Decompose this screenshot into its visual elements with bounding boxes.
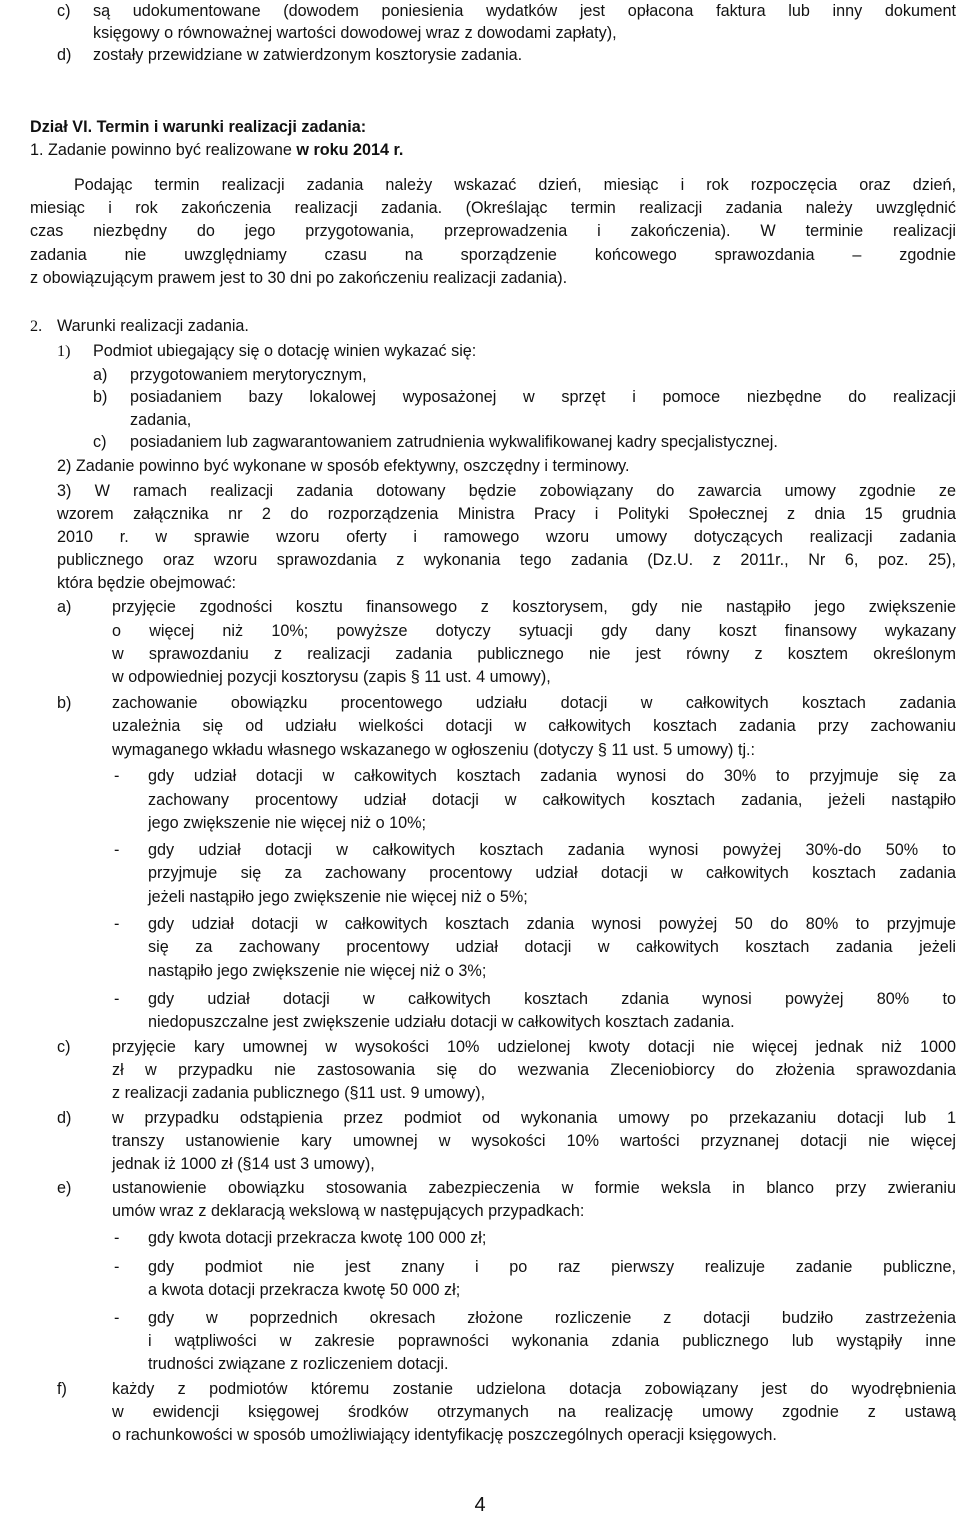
item-3-line: wzorem załącznika nr 2 do rozporządzenia Ministra Pracy i Polityki Społecznej z dnia 15 grudnia (57, 505, 956, 523)
dash-bullet: - (114, 1229, 120, 1247)
item-1b-text: posiadaniem bazy lokalowej wyposażonej w sprzęt i pomoce niezbędne do realizacji (130, 388, 956, 406)
item-e-line: umów wraz z deklaracją wekslową w następujących przypadkach: (112, 1202, 585, 1220)
subitem-e3-line: i wątpliwości w zakresie poprawności wykonania zdania publicznego lub wystąpiły inne (148, 1332, 956, 1350)
item-d2-line: w przypadku odstąpienia przez podmiot od wykonania umowy po przekazaniu dotacji lub 1 (112, 1109, 956, 1127)
section-2-title: Warunki realizacji zadania. (57, 317, 249, 335)
subitem-e3-line: gdy w poprzednich okresach złożone rozliczenie z dotacji budziło zastrzeżenia (148, 1309, 956, 1327)
item-d2-line: transzy ustanowienie kary umownej w wysokości 10% wartości przyznanej dotacji nie więcej (112, 1132, 956, 1150)
point-1 (30, 139, 403, 161)
dash-bullet: - (114, 990, 120, 1008)
item-d2-line: jednak iż 1000 zł (§14 ust 3 umowy), (112, 1155, 375, 1173)
item-d-label: d) (57, 46, 72, 64)
subitem-b4-line: gdy udział dotacji w całkowitych kosztach zdania wynosi powyżej 80% to (148, 990, 956, 1008)
subitem-b3-line: nastąpiło jego zwiększenie nie więcej niż o 3%; (148, 962, 487, 980)
item-e-line: ustanowienie obowiązku stosowania zabezpieczenia w formie weksla in blanco przy zwieraniu (112, 1179, 956, 1197)
item-c-label: c) (57, 2, 71, 20)
item-3-line: która będzie obejmować: (57, 574, 237, 592)
subitem-b1-line: zachowany procentowy udział dotacji w całkowitych kosztach zadania, jeżeli nastąpiło (148, 791, 956, 809)
subitem-b2-line: jeżeli nastąpiło jego zwiększenie nie więcej niż o 5%; (148, 888, 528, 906)
item-b-line: wymaganego wkładu własnego wskazanego w ogłoszeniu (dotyczy § 11 ust. 5 umowy) tj.: (112, 741, 756, 759)
subitem-e2-line: gdy podmiot nie jest znany i po raz pierwszy realizuje zadanie publiczne, (148, 1258, 956, 1276)
point-1-text: 1. Zadanie powinno być realizowane (30, 141, 297, 159)
item-d-text: zostały przewidziane w zatwierdzonym kosztorysie zadania. (93, 46, 523, 64)
item-1c-text: posiadaniem lub zagwarantowaniem zatrudnienia wykwalifikowanej kadry specjalistycznej. (130, 433, 778, 451)
subitem-b2-line: przyjmuje się za zachowany procentowy udział dotacji w całkowitych kosztach zadania (148, 864, 956, 882)
item-c2-line: z realizacji zadania publicznego (§11 ust. 9 umowy), (112, 1084, 486, 1102)
point-1-year: w roku 2014 r. (296, 141, 404, 159)
item-c2-line: zł w przypadku nie zastosowania się do wezwania Zleceniobiorcy do złożenia sprawozdania (112, 1061, 956, 1079)
item-1a-text: przygotowaniem merytorycznym, (130, 366, 367, 384)
item-1-text: Podmiot ubiegający się o dotację winien wykazać się: (93, 342, 477, 360)
item-f-line: w ewidencji księgowej środków otrzymanych na realizację umowy zgodnie z ustawą (112, 1403, 956, 1421)
section-2-number: 2. (30, 317, 43, 335)
item-b-line: uzależnia się od udziału wielkości dotacji w całkowitych kosztach zadania przy zachowaniu (112, 717, 956, 735)
item-a-line: przyjęcie zgodności kosztu finansowego z kosztorysem, gdy nie nastąpiło jego zwiększenie (112, 598, 956, 616)
subitem-b3-line: się za zachowany procentowy udział dotacji w całkowitych kosztach zadania jeżeli (148, 938, 956, 956)
item-3-line: 3) W ramach realizacji zadania dotowany będzie zobowiązany do zawarcia umowy zgodnie ze (57, 482, 956, 500)
item-f-line: o rachunkowości w sposób umożliwiający identyfikację poszczególnych operacji księgowych. (112, 1426, 777, 1444)
paragraph-line: czas niezbędny do jego przygotowania, przeprowadzenia i zakończenia). W terminie realizacji (30, 222, 956, 240)
item-d2-label: d) (57, 1109, 72, 1127)
paragraph-line: Podając termin realizacji zadania należy wskazać dzień, miesiąc i rok rozpoczęcia oraz dzień, (74, 176, 956, 194)
item-3-line: 2010 r. w sprawie wzoru oferty i ramowego wzoru umowy dotyczących realizacji zadania (57, 528, 956, 546)
subitem-b1-line: jego zwiększenie nie więcej niż o 10%; (148, 814, 427, 832)
subitem-b1-line: gdy udział dotacji w całkowitych kosztach zadania wynosi do 30% to przyjmuje się za (148, 767, 956, 785)
section-heading: Dział VI. Termin i warunki realizacji zadania: (30, 118, 367, 136)
dash-bullet: - (114, 915, 120, 933)
dash-bullet: - (114, 1309, 120, 1327)
paragraph-line: miesiąc i rok zakończenia realizacji zadania. (Określając termin realizacji zadania należy uwzględnić (30, 199, 956, 217)
item-a-line: w odpowiedniej pozycji kosztorysu (zapis § 11 ust. 4 umowy), (112, 668, 551, 686)
paragraph-line: zadania nie uwzględniamy czasu na sporządzenie końcowego sprawozdania – zgodnie (30, 246, 956, 264)
subitem-e2-line: a kwota dotacji przekracza kwotę 50 000 zł; (148, 1281, 461, 1299)
dash-bullet: - (114, 767, 120, 785)
item-1b-text: zadania, (130, 411, 192, 429)
item-2: 2) Zadanie powinno być wykonane w sposób efektywny, oszczędny i terminowy. (57, 457, 630, 475)
subitem-b4-line: niedopuszczalne jest zwiększenie udziału dotacji w całkowitych kosztach zadania. (148, 1013, 735, 1031)
item-a-label: a) (57, 598, 72, 616)
subitem-e3-line: trudności związane z rozliczeniem dotacji. (148, 1355, 449, 1373)
item-b-label: b) (57, 694, 72, 712)
item-1a-label: a) (93, 366, 108, 384)
item-e-label: e) (57, 1179, 72, 1197)
item-3-line: publicznego oraz wzoru sprawozdania z wykonania tego zadania (Dz.U. z 2011r., Nr 6, poz. 25), (57, 551, 956, 569)
item-b-line: zachowanie obowiązku procentowego udziału dotacji w całkowitych kosztach zadania (112, 694, 956, 712)
subitem-b3-line: gdy udział dotacji w całkowitych kosztach zdania wynosi powyżej 50 do 80% to przyjmuje (148, 915, 956, 933)
item-c2-label: c) (57, 1038, 71, 1056)
dash-bullet: - (114, 1258, 120, 1276)
item-c2-line: przyjęcie kary umownej w wysokości 10% udzielonej kwoty dotacji nie więcej jednak niż 1000 (112, 1038, 956, 1056)
item-1-number: 1) (57, 342, 71, 360)
paragraph-line: z obowiązującym prawem jest to 30 dni po zakończeniu realizacji zadania). (30, 269, 568, 287)
item-a-line: o więcej niż 10%; powyższe dotyczy sytuacji gdy dany koszt finansowy wykazany (112, 622, 956, 640)
item-1b-label: b) (93, 388, 108, 406)
subitem-b2-line: gdy udział dotacji w całkowitych kosztach zadania wynosi powyżej 30%-do 50% to (148, 841, 956, 859)
item-f-label: f) (57, 1380, 67, 1398)
page-number: 4 (474, 1494, 486, 1516)
item-c-text: są udokumentowane (dowodem poniesienia wydatków jest opłacona faktura lub inny dokument (93, 2, 956, 20)
item-a-line: w sprawozdaniu z realizacji zadania publicznego nie jest równy z kosztem określonym (112, 645, 956, 663)
subitem-e1-line: gdy kwota dotacji przekracza kwotę 100 000 zł; (148, 1229, 487, 1247)
item-f-line: każdy z podmiotów któremu zostanie udzielona dotacja zobowiązany jest do wyodrębnienia (112, 1380, 956, 1398)
item-1c-label: c) (93, 433, 107, 451)
item-c-text: księgowy o równoważnej wartości dowodowej wraz z dowodami zapłaty), (93, 24, 617, 42)
dash-bullet: - (114, 841, 120, 859)
